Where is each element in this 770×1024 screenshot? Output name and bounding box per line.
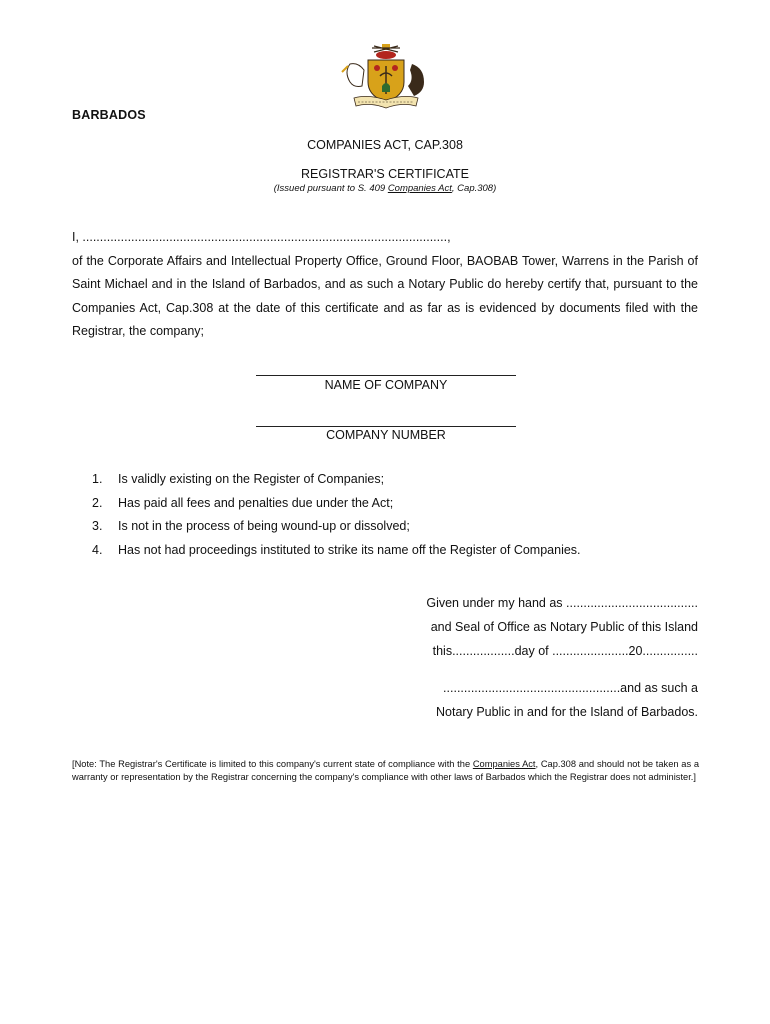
- company-name-blank: [256, 375, 516, 376]
- list-item-text: Has not had proceedings instituted to strike its name off the Register of Companies.: [118, 542, 581, 557]
- list-item-text: Is not in the process of being wound-up or dissolved;: [118, 519, 410, 533]
- notary-name-line: I, .........................................................................................................,: [72, 230, 451, 244]
- certificate-body: [72, 226, 698, 344]
- certification-paragraph: of the Corporate Affairs and Intellectual Property Office, Ground Floor, BAOBAB Tower, Warrens in the Parish of Saint Michael and in the Island of Barbados, and as such a Notary Public do hereby certify that, pursuant to the Companies Act, Cap.308 at the date of this certificate and as far as is evidenced by documents filed with the Registrar, the company;: [72, 253, 698, 338]
- company-name-label: NAME OF COMPANY: [324, 378, 448, 392]
- issued-suffix: , Cap.308): [451, 183, 497, 194]
- list-item-text: Is validly existing on the Register of Companies;: [118, 472, 385, 486]
- issued-act-link: Companies Act: [387, 183, 452, 194]
- list-item: [92, 541, 712, 565]
- list-item-text: Has paid all fees and penalties due under the Act;: [118, 495, 394, 510]
- note-suffix: , Cap.308 and should not be taken as a warranty or representation by the Registrar concerning the company's compliance with other laws of Barbados which the Registrar does not administer.]: [72, 759, 699, 782]
- company-number-blank: [256, 426, 516, 427]
- signoff-seal-line: and Seal of Office as Notary Public of this Island: [430, 620, 698, 634]
- list-item: [92, 494, 712, 518]
- act-title: COMPANIES ACT, CAP.308: [307, 138, 463, 152]
- list-item: [92, 470, 712, 494]
- list-item-number: 3.: [92, 519, 103, 533]
- country-heading: BARBADOS: [72, 108, 146, 122]
- conditions-list: [92, 470, 712, 564]
- issued-pursuant-note: [0, 183, 770, 194]
- signoff-given-line: Given under my hand as ......................................: [426, 596, 698, 610]
- signoff-notary-line: Notary Public in and for the Island of Barbados.: [436, 705, 698, 719]
- disclaimer-note: [72, 758, 699, 783]
- signoff-date-line: this..................day of ......................20................: [432, 644, 698, 658]
- company-number-label: COMPANY NUMBER: [326, 428, 446, 442]
- list-item: [92, 517, 712, 541]
- list-item-number: 2.: [92, 495, 103, 510]
- certificate-title: REGISTRAR'S CERTIFICATE: [301, 167, 469, 181]
- barbados-coat-of-arms-icon: [340, 42, 432, 110]
- note-prefix: [Note: The Registrar's Certificate is limited to this company's current state of compliance with the: [72, 759, 473, 769]
- list-item-number: 1.: [92, 472, 103, 486]
- note-act-link: Companies Act: [472, 759, 536, 769]
- list-item-number: 4.: [92, 542, 103, 557]
- signoff-signature-line: ...................................................and as such a: [443, 681, 698, 695]
- issued-prefix: (Issued pursuant to S. 409: [273, 183, 388, 194]
